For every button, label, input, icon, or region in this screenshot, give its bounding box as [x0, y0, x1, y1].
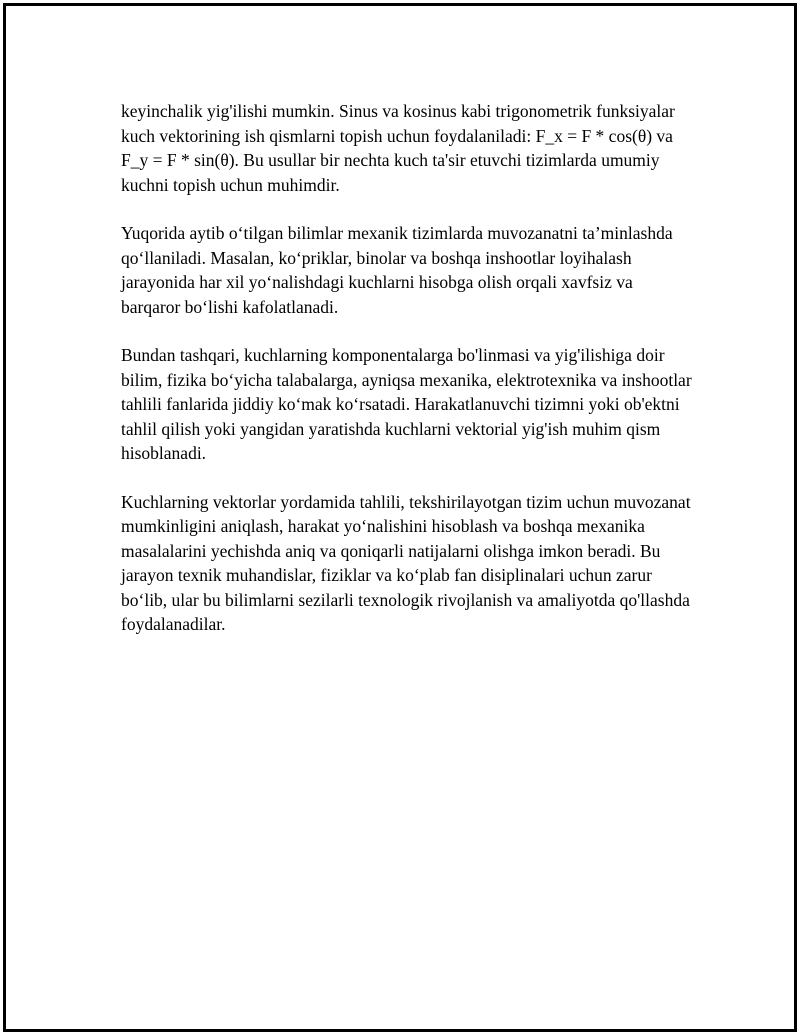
- document-body: [121, 99, 696, 661]
- paragraph-1: keyinchalik yig'ilishi mumkin. Sinus va kosinus kabi trigonometrik funksiyalar kuch vektorining ish qismlarni topish uchun foydalaniladi: F_x = F * cos(θ) va F_y = F * sin(θ). Bu usullar bir nechta kuch ta'sir etuvchi tizimlarda umumiy kuchni topish uchun muhimdir.: [121, 101, 675, 195]
- page-frame: [3, 3, 797, 1032]
- paragraph-2: Yuqorida aytib o‘tilgan bilimlar mexanik tizimlarda muvozanatni ta’minlashda qo‘llaniladi. Masalan, ko‘priklar, binolar va boshqa inshootlar loyihalash jarayonida har xil yo‘nalishdagi kuchlarni hisobga olish orqali xavfsiz va barqaror bo‘lishi kafolatlanadi.: [121, 223, 673, 317]
- paragraph-3: Bundan tashqari, kuchlarning komponentalarga bo'linmasi va yig'ilishiga doir bilim, fizika bo‘yicha talabalarga, ayniqsa mexanika, elektrotexnika va inshootlar tahlili fanlarida jiddiy ko‘mak ko‘rsatadi. Harakatlanuvchi tizimni yoki ob'ektni tahlil qilish yoki yangidan yaratishda kuchlarni vektorial yig'ish muhim qism hisoblanadi.: [121, 345, 692, 463]
- paragraph-4: Kuchlarning vektorlar yordamida tahlili, tekshirilayotgan tizim uchun muvozanat mumkinligini aniqlash, harakat yo‘nalishini hisoblash va boshqa mexanika masalalarini yechishda aniq va qoniqarli natijalarni olishga imkon beradi. Bu jarayon texnik muhandislar, fiziklar va ko‘plab fan disiplinalari uchun zarur bo‘lib, ular bu bilimlarni sezilarli texnologik rivojlanish va amaliyotda qo'llashda foydalanadilar.: [121, 491, 691, 634]
